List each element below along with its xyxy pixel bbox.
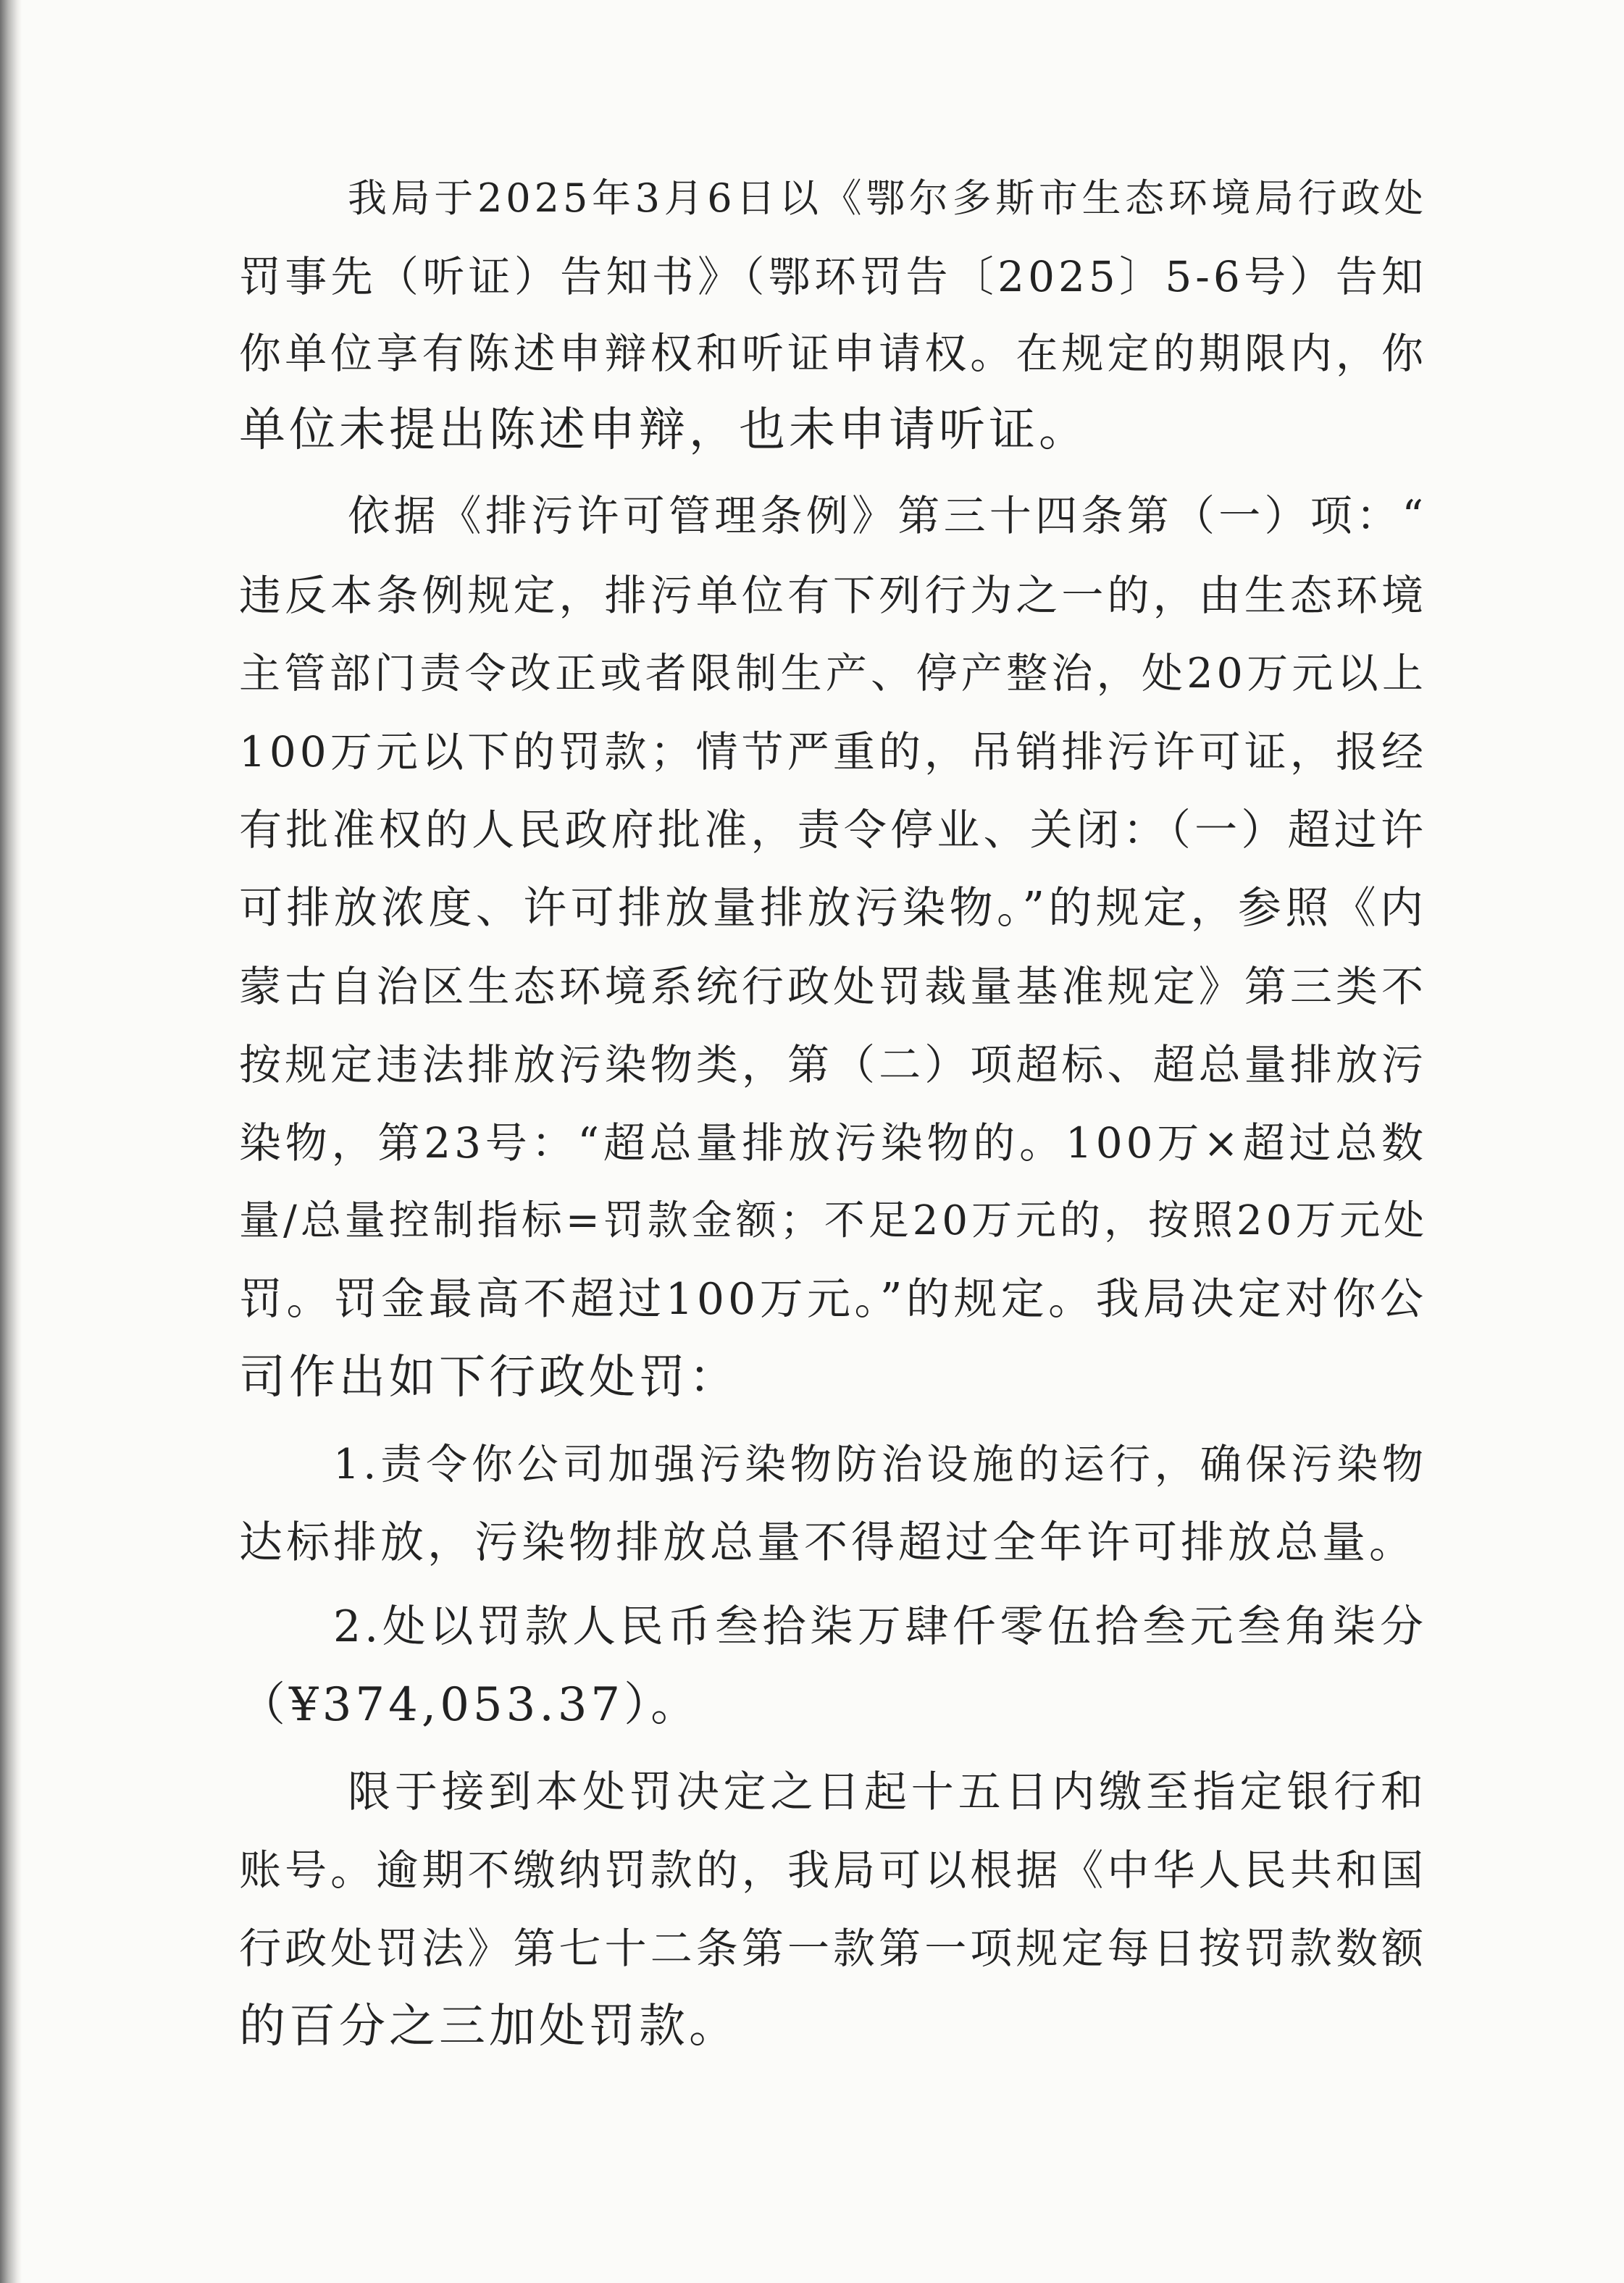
text-line: 1.责令你公司加强污染物防治设施的运行，确保污染物 — [333, 1441, 1427, 1488]
text-line: 账号。逾期不缴纳罚款的，我局可以根据《中华人民共和国 — [239, 1846, 1427, 1895]
text-line: 罚。罚金最高不超过100万元。”的规定。我局决定对你公 — [239, 1274, 1427, 1325]
text-line: 有批准权的人民政府批准，责令停业、关闭：（一）超过许 — [239, 805, 1427, 855]
text-line: 我局于2025年3月6日以《鄂尔多斯市生态环境局行政处 — [348, 175, 1427, 221]
text-line: 依据《排污许可管理条例》第三十四条第（一）项：“ — [348, 491, 1427, 540]
text-line: 主管部门责令改正或者限制生产、停产整治，处20万元以上 — [239, 650, 1427, 698]
text-line: 蒙古自治区生态环境系统行政处罚裁量基准规定》第三类不 — [239, 962, 1427, 1011]
text-line: 100万元以下的罚款；情节严重的，吊销排污许可证，报经 — [239, 727, 1427, 776]
text-line: 罚事先（听证）告知书》（鄂环罚告〔2025〕5-6号）告知 — [239, 252, 1427, 301]
text-line: 司作出如下行政处罚： — [239, 1351, 739, 1404]
text-line: （¥374,053.37）。 — [239, 1678, 701, 1732]
page-edge-shadow — [0, 0, 22, 2283]
text-line: 单位未提出陈述申辩，也未申请听证。 — [239, 403, 1089, 457]
text-line: 按规定违法排放污染物类，第（二）项超标、超总量排放污 — [239, 1040, 1427, 1089]
text-line: 可排放浓度、许可排放量排放污染物。”的规定，参照《内 — [239, 883, 1427, 934]
text-line: 达标排放，污染物排放总量不得超过全年许可排放总量。 — [239, 1517, 1416, 1568]
text-line: 2.处以罚款人民币叁拾柒万肆仟零伍拾叁元叁角柒分 — [333, 1601, 1427, 1652]
text-line: 的百分之三加处罚款。 — [239, 2000, 739, 2053]
text-line: 行政处罚法》第七十二条第一款第一项规定每日按罚款数额 — [239, 1924, 1427, 1973]
text-line: 量/总量控制指标=罚款金额；不足20万元的，按照20万元处 — [239, 1197, 1428, 1244]
text-line: 限于接到本处罚决定之日起十五日内缴至指定银行和 — [348, 1767, 1427, 1817]
text-line: 你单位享有陈述申辩权和听证申请权。在规定的期限内，你 — [239, 329, 1427, 378]
text-line: 染物，第23号：“超总量排放污染物的。100万×超过总数 — [239, 1118, 1427, 1168]
text-line: 违反本条例规定，排污单位有下列行为之一的，由生态环境 — [239, 571, 1427, 620]
